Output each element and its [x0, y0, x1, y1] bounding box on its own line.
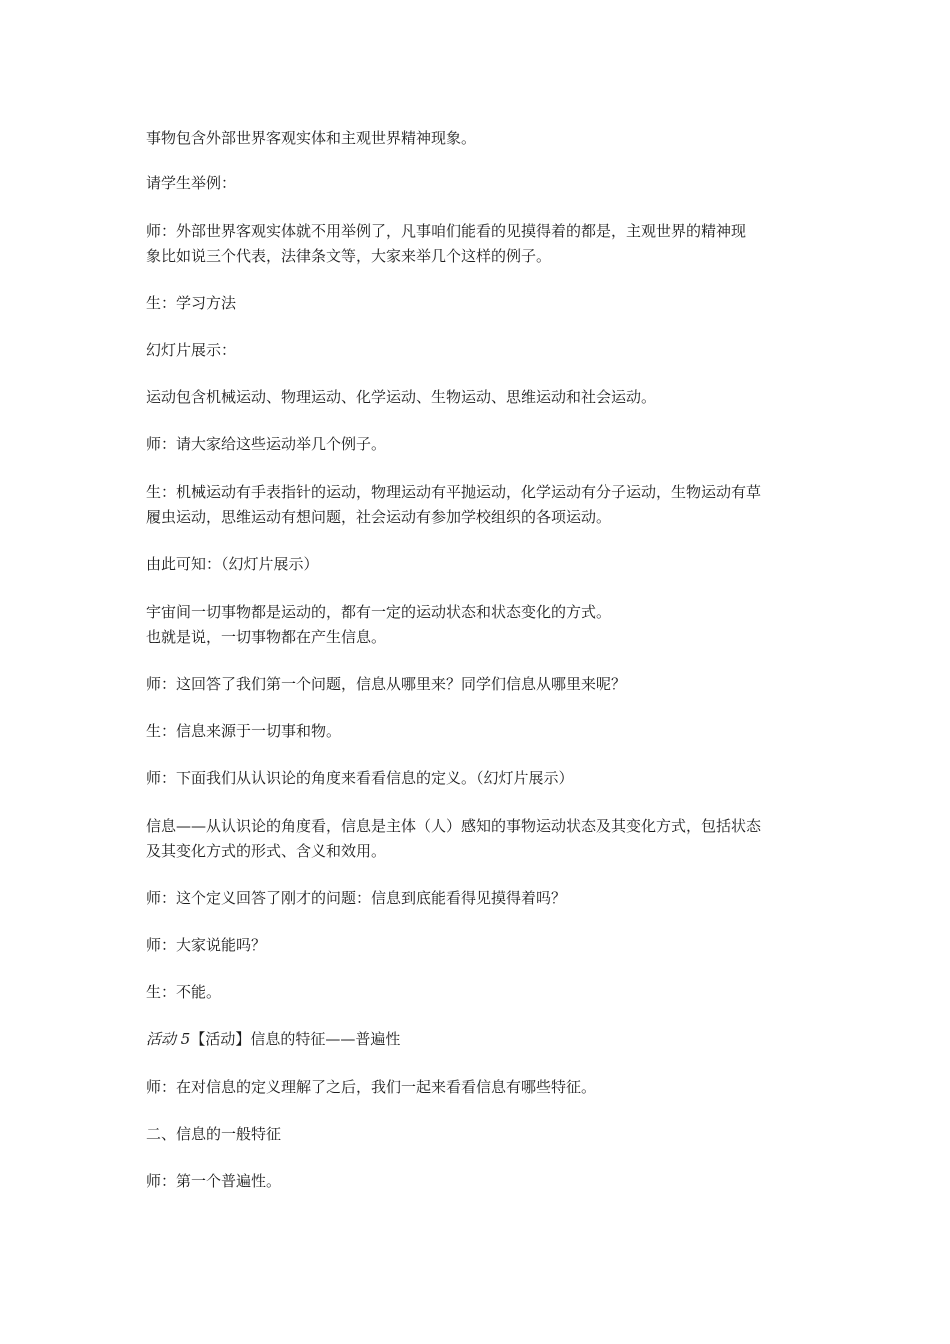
text-line: 信息——从认识论的角度看，信息是主体（人）感知的事物运动状态及其变化方式，包括状态	[146, 817, 762, 835]
text-line: 生：机械运动有手表指针的运动，物理运动有平抛运动，化学运动有分子运动，生物运动有草	[146, 483, 762, 501]
text-line: 及其变化方式的形式、含义和效用。	[146, 842, 387, 860]
paragraph-16	[146, 933, 810, 958]
text-line: 象比如说三个代表，法律条文等，大家来举几个这样的例子。	[146, 247, 552, 265]
paragraph-19	[146, 1075, 810, 1100]
text-line: 生：信息来源于一切事和物。	[146, 722, 342, 740]
paragraph-10	[146, 600, 810, 650]
paragraph-1	[146, 126, 810, 151]
activity-heading	[146, 1027, 810, 1052]
text-line: 师：外部世界客观实体就不用举例了，凡事咱们能看的见摸得着的都是，主观世界的精神现	[146, 222, 747, 240]
paragraph-3	[146, 219, 810, 269]
paragraph-9	[146, 552, 810, 577]
paragraph-5	[146, 338, 810, 363]
text-line: 事物包含外部世界客观实体和主观世界精神现象。	[146, 129, 477, 147]
paragraph-17	[146, 980, 810, 1005]
text-line: 幻灯片展示：	[146, 341, 237, 359]
paragraph-8	[146, 480, 810, 530]
text-line: 师：这回答了我们第一个问题，信息从哪里来？同学们信息从哪里来呢？	[146, 675, 627, 693]
text-line: 师：请大家给这些运动举几个例子。	[146, 435, 387, 453]
text-line: 师：这个定义回答了刚才的问题：信息到底能看得见摸得着吗？	[146, 889, 567, 907]
activity-title: 【活动】信息的特征——普遍性	[190, 1030, 401, 1048]
text-line: 由此可知：（幻灯片展示）	[146, 555, 319, 573]
paragraph-14	[146, 814, 810, 864]
paragraph-2	[146, 171, 810, 196]
text-line: 请学生举例：	[146, 174, 237, 192]
text-line: 师：在对信息的定义理解了之后，我们一起来看看信息有哪些特征。	[146, 1078, 597, 1096]
text-line: 师：下面我们从认识论的角度来看看信息的定义。（幻灯片展示）	[146, 769, 574, 787]
text-line: 运动包含机械运动、物理运动、化学运动、生物运动、思维运动和社会运动。	[146, 388, 657, 406]
paragraph-4	[146, 291, 810, 316]
text-line: 师：大家说能吗？	[146, 936, 267, 954]
paragraph-13	[146, 766, 810, 791]
text-line: 也就是说，一切事物都在产生信息。	[146, 628, 387, 646]
text-line: 二、信息的一般特征	[146, 1125, 282, 1143]
paragraph-7	[146, 432, 810, 457]
text-line: 履虫运动，思维运动有想问题，社会运动有参加学校组织的各项运动。	[146, 508, 612, 526]
paragraph-6	[146, 385, 810, 410]
text-line: 宇宙间一切事物都是运动的，都有一定的运动状态和状态变化的方式。	[146, 603, 612, 621]
paragraph-21	[146, 1169, 810, 1194]
text-line: 生：学习方法	[146, 294, 237, 312]
activity-number: 活动 5	[146, 1030, 191, 1048]
text-line: 师：第一个普遍性。	[146, 1172, 282, 1190]
paragraph-12	[146, 719, 810, 744]
paragraph-11	[146, 672, 810, 697]
paragraph-15	[146, 886, 810, 911]
section-heading	[146, 1122, 810, 1147]
text-line: 生：不能。	[146, 983, 222, 1001]
